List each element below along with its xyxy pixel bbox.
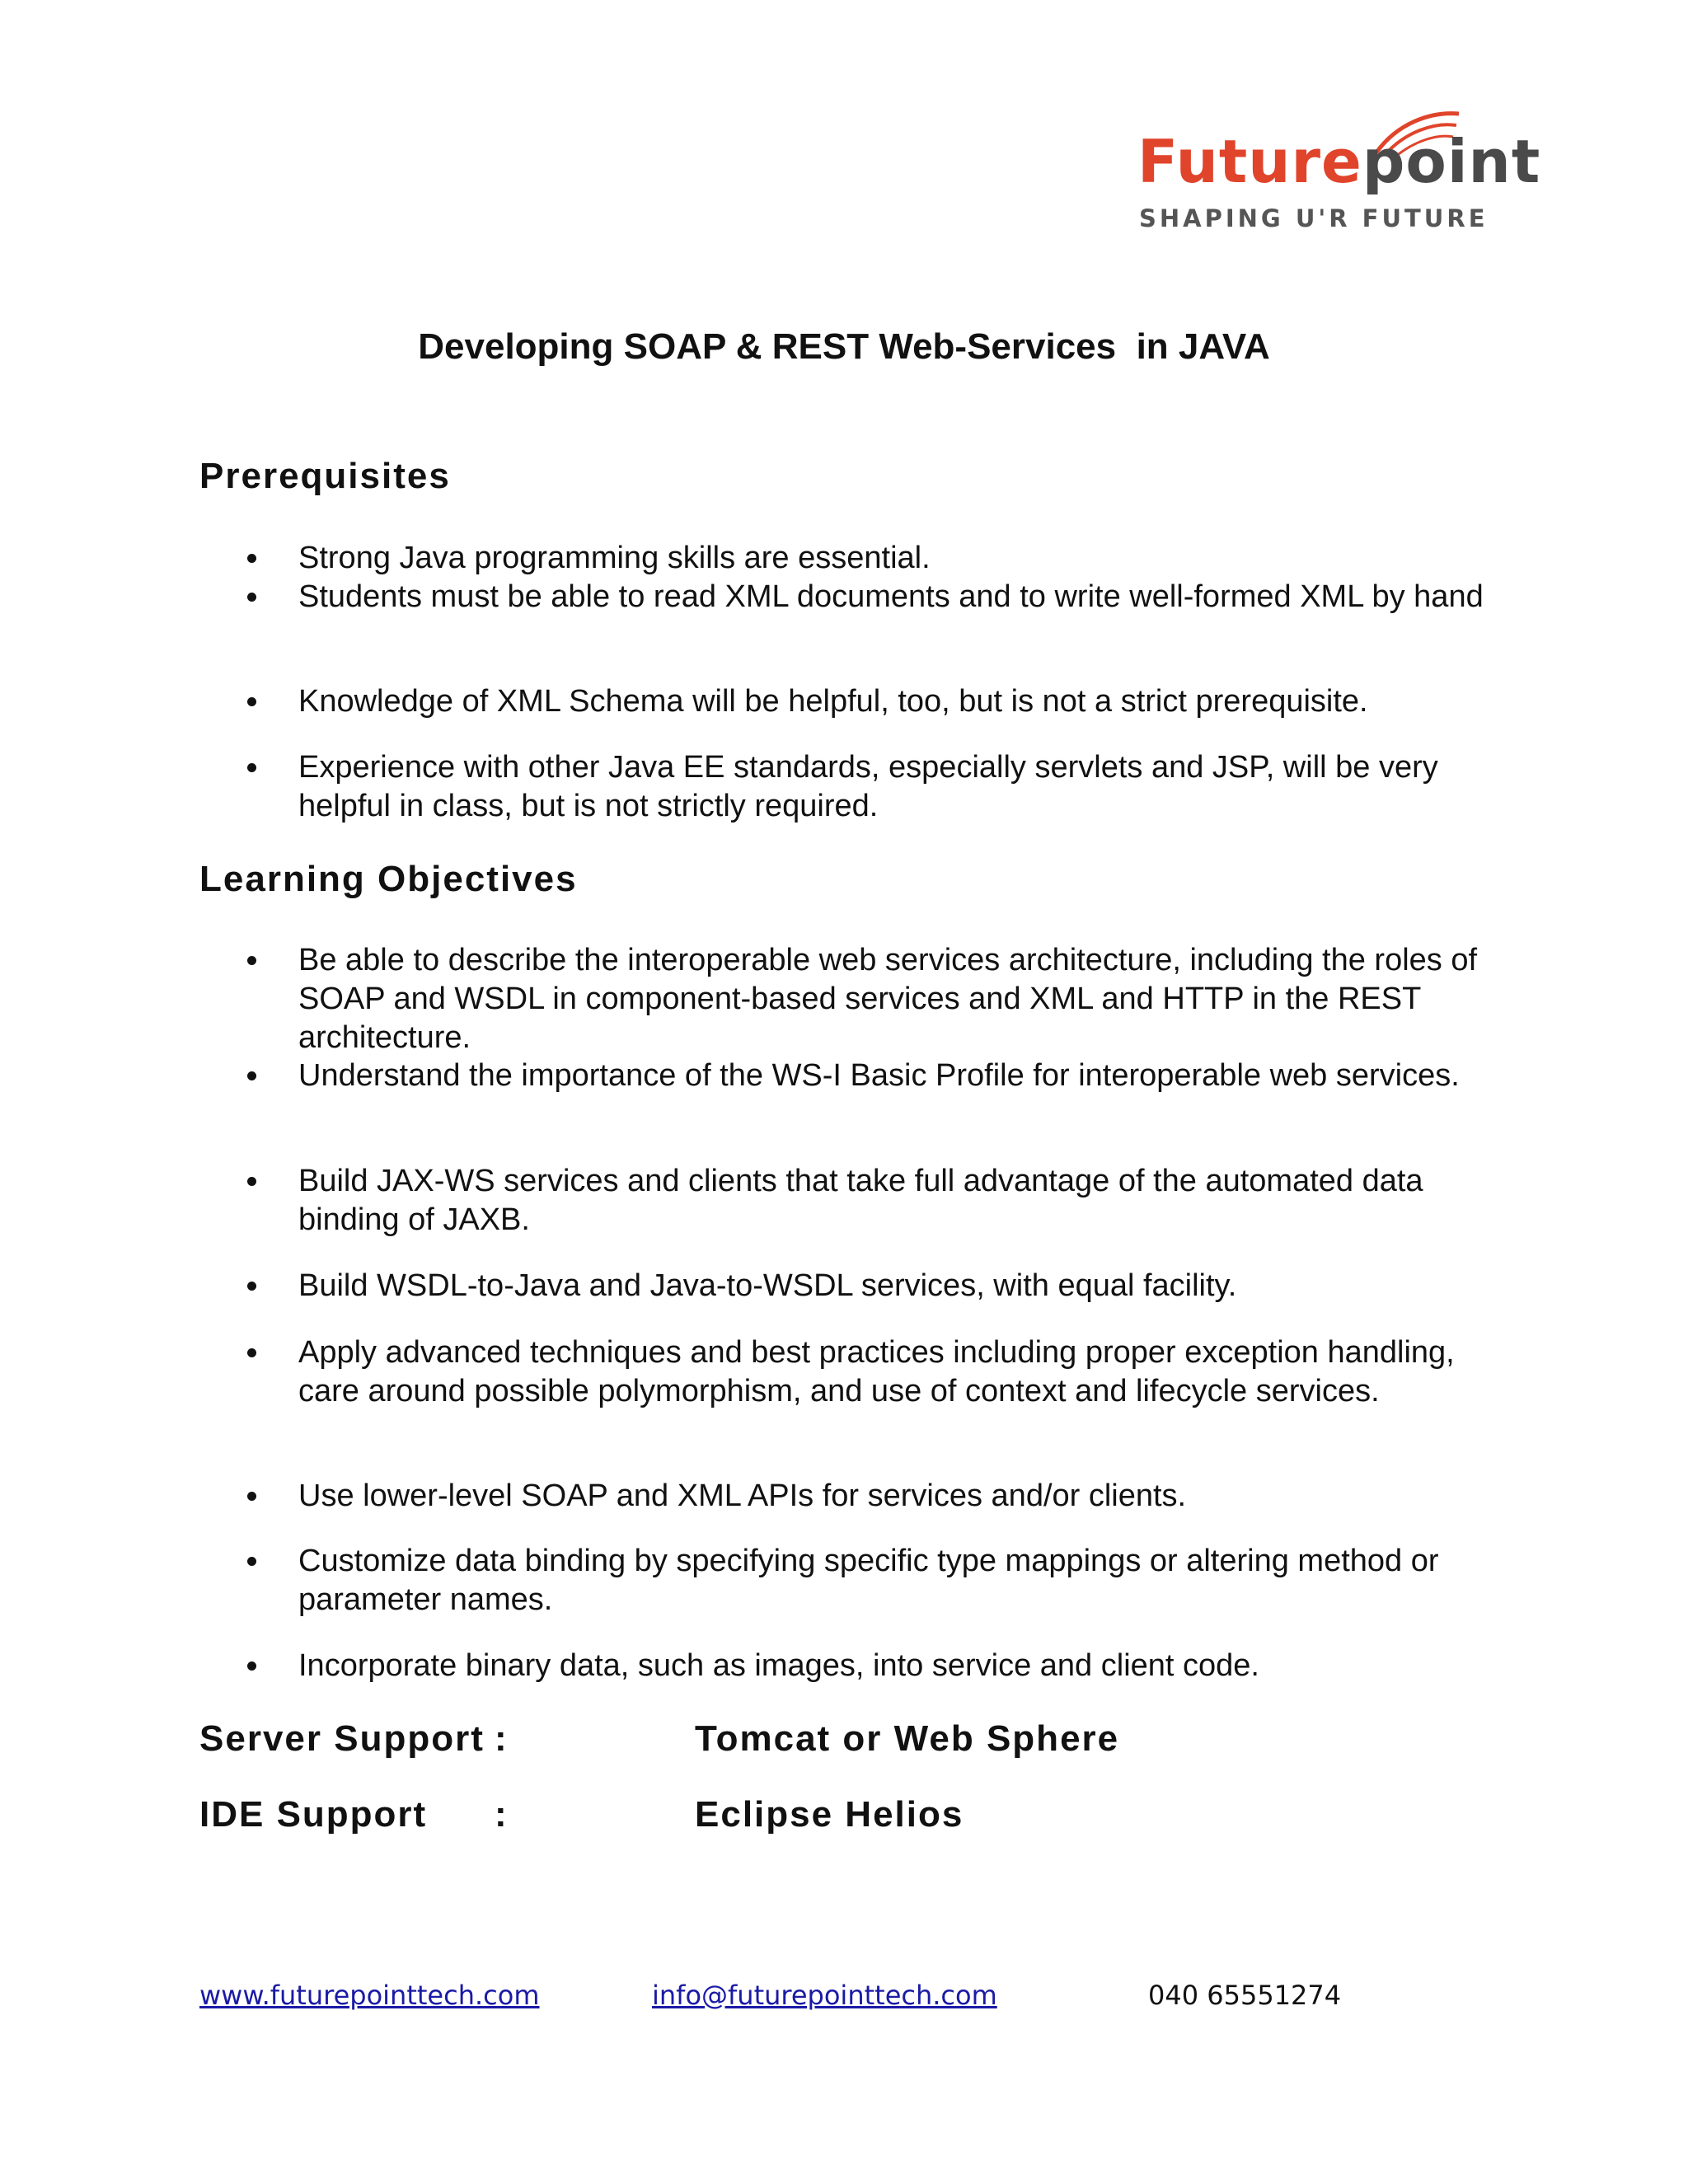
list-item-text: Experience with other Java EE standards, especially servlets and JSP, will be very helpful in class, but is not strictly required. [298, 750, 1438, 823]
bullet-icon [247, 763, 256, 772]
list-item-text: Students must be able to read XML documents and to write well-formed XML by hand [298, 579, 1484, 614]
bullet-icon [247, 1492, 256, 1501]
bullet-icon [247, 1661, 256, 1671]
logo-word-red: Future [1137, 127, 1362, 196]
list-item-text: Build JAX-WS services and clients that take full advantage of the automated data binding of JAXB. [298, 1164, 1423, 1237]
bullet-icon [247, 1348, 256, 1357]
bullet-icon [247, 593, 256, 602]
server-support-colon: : [495, 1718, 507, 1759]
bullet-icon [247, 554, 256, 563]
server-support-label: Server Support [199, 1718, 485, 1759]
list-item-text: Knowledge of XML Schema will be helpful, too, but is not a strict prerequisite. [298, 684, 1368, 719]
document-title: Developing SOAP & REST Web-Services in JAVA [418, 326, 1270, 367]
logo-wordmark [1137, 127, 1541, 196]
list-item-text: Incorporate binary data, such as images, into service and client code. [298, 1648, 1259, 1683]
bullet-icon [247, 1071, 256, 1080]
bullet-icon [247, 1557, 256, 1566]
bullet-icon [247, 956, 256, 965]
list-item-text: Build WSDL-to-Java and Java-to-WSDL services, with equal facility. [298, 1268, 1237, 1303]
prerequisites-heading: Prerequisites [199, 456, 451, 496]
logo-word-gray: point [1362, 127, 1541, 196]
objectives-heading: Learning Objectives [199, 859, 578, 899]
phone-number: 040 65551274 [1148, 1980, 1342, 2011]
bullet-icon [247, 697, 256, 706]
list-item-text: Understand the importance of the WS-I Basic Profile for interoperable web services. [298, 1058, 1460, 1093]
bullet-icon [247, 1282, 256, 1291]
bullet-icon [247, 1177, 256, 1186]
futurepoint-logo [1125, 107, 1541, 239]
ide-support-value: Eclipse Helios [695, 1794, 964, 1835]
list-item-text: Use lower-level SOAP and XML APIs for services and/or clients. [298, 1479, 1187, 1513]
website-link[interactable]: www.futurepointtech.com [199, 1980, 540, 2011]
list-item-text: Strong Java programming skills are essential. [298, 541, 931, 575]
ide-support-colon: : [495, 1794, 507, 1835]
list-item-text: Customize data binding by specifying specific type mappings or altering method or parameter names. [298, 1544, 1439, 1617]
email-link[interactable]: info@futurepointtech.com [652, 1980, 997, 2011]
list-item-text: Apply advanced techniques and best practices including proper exception handling, care around possible polymorphism, and use of context and lifecycle services. [298, 1335, 1455, 1408]
list-item-text: Be able to describe the interoperable web services architecture, including the roles of SOAP and WSDL in component-based services and XML and HTTP in the REST architecture. [298, 943, 1478, 1055]
logo-tagline: SHAPING U'R FUTURE [1139, 204, 1489, 232]
server-support-value: Tomcat or Web Sphere [695, 1718, 1120, 1759]
ide-support-label: IDE Support [199, 1794, 428, 1835]
